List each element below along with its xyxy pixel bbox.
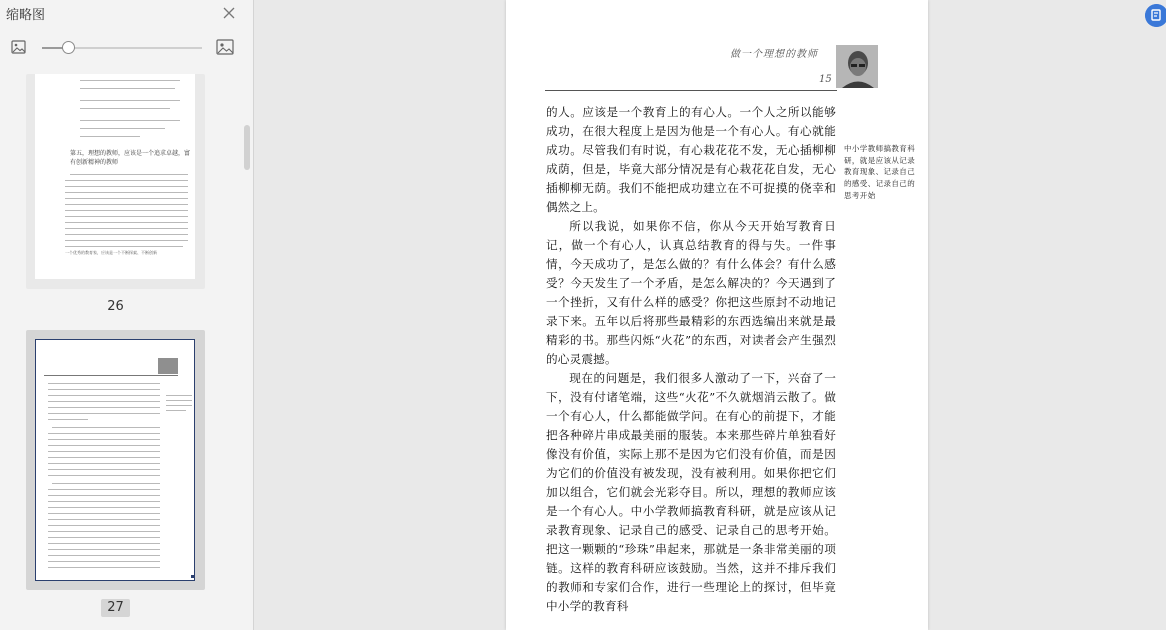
thumbnail-page-label-27: 27 [101,599,130,617]
zoom-out-image-icon[interactable] [11,40,26,54]
paragraph-1: 的人。应该是一个教育上的有心人。一个人之所以能够成功，在很大程度上是因为他是一个有心人。有心就能成功。尽管我们有时说，有心栽花花不发，无心插柳柳成荫，但是，毕竟大部分情况是有心栽花花自发，无心插柳柳无荫。我们不能把成功建立在不可捉摸的侥幸和偶然之上。 [546,105,836,214]
zoom-slider-track[interactable] [42,47,202,49]
thumbnail-page-image [35,74,195,279]
body-text [546,103,836,616]
sidebar-scrollbar[interactable] [244,125,250,170]
thumbnail-page-27[interactable] [26,330,205,590]
paragraph-3: 现在的问题是，我们很多人激动了一下，兴奋了一下，没有付诸笔端，这些“火花”不久就烟消云散了。做一个有心人，什么都能做学问。在有心的前提下，才能把各种碎片串成最美丽的服装。本来那些碎片单独看好像没有价值，实际上那不是因为它们没有价值，而是因为它们的价值没有被发现，没有被利用。如果你把它们加以组合，它们就会光彩夺目。所以，理想的教师应该是一个有心人。中小学教师搞教育科研，就是应该从记录教育现象、记录自己的感受、记录自己的思考开始。把这一颗颗的“珍珠”串起来，那就是一条非常美丽的项链。这样的教育科研应该鼓励。当然，这并不排斥我们的教师和专家们合作，进行一些理论上的探讨，但毕竟中小学的教育科 [546,371,836,613]
sidebar-title: 缩略图 [6,8,46,23]
thumbnail-page-label-26: 26 [107,299,124,314]
thumbnail-sidebar [0,0,254,630]
header-rule [545,90,837,91]
paragraph-2: 所以我说，如果你不信，你从今天开始写教育日记，做一个有心人，认真总结教育的得与失。一件事情，今天成功了，是怎么做的？有什么体会？有什么感受？今天发生了一个矛盾，是怎么解决的？今天遇到了一个挫折，又有什么样的感受？你把这些原封不动地记录下来。五年以后将那些最精彩的东西选编出来就是最精彩的书。那些闪烁“火花”的东西，对读者会产生强烈的心灵震撼。 [546,219,836,366]
thumbnail-page-image [35,339,195,581]
page-number: 15 [819,74,832,85]
running-header: 做一个理想的教师 [730,49,818,60]
margin-note: 中小学教师搞教育科研，就是应该从记录教育现象、记录自己的感受、记录自己的思考开始 [844,144,916,200]
zoom-in-image-icon[interactable] [216,39,234,55]
zoom-slider-knob[interactable] [62,41,75,54]
thumbnail-heading: 第五，理想的教师，应该是一个追求卓越，富有创新精神的教师 [70,150,191,166]
document-page [506,0,928,630]
thumbnail-list[interactable] [0,74,254,630]
thumbnail-last-line: 一个优秀的教育家，应该是一个不断探索、不断创新 [65,250,157,255]
author-photo [836,45,878,88]
floating-tool-button[interactable] [1145,4,1166,27]
close-icon[interactable] [221,5,237,21]
thumbnail-page-26[interactable] [26,74,205,289]
